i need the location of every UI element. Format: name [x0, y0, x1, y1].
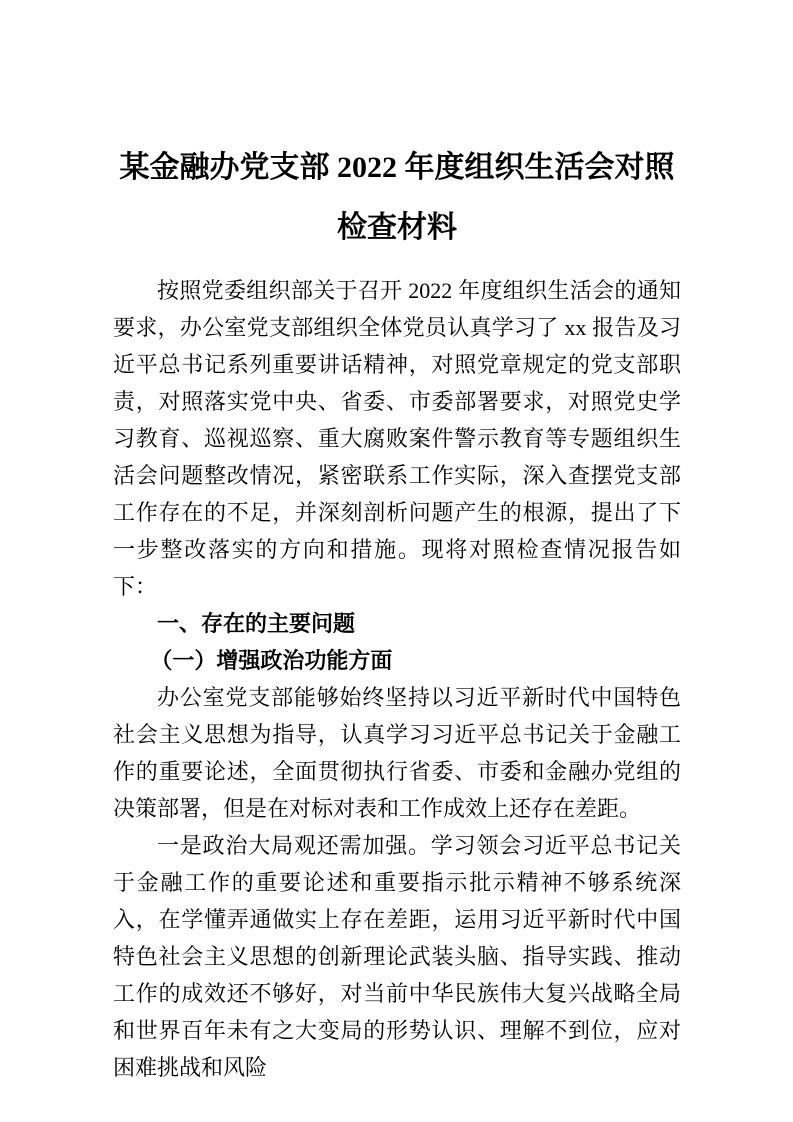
document-title-line2: 检查材料	[337, 211, 457, 244]
document-title	[113, 138, 681, 258]
subsection-heading-political-function: （一）增强政治功能方面	[150, 648, 393, 673]
document-title-line1: 某金融办党支部 2022 年度组织生活会对照	[119, 151, 675, 184]
paragraph-political-function-overview: 办公室党支部能够始终坚持以习近平新时代中国特色社会主义思想为指导，认真学习习近平总书记关于金融工作的重要论述，全面贯彻执行省委、市委和金融办党组的决策部署，但是在对标对表和工作成效上还存在差距。	[113, 685, 681, 821]
paragraph-intro: 按照党委组织部关于召开 2022 年度组织生活会的通知要求，办公室党支部组织全体党员认真学习了 xx 报告及习近平总书记系列重要讲话精神，对照党章规定的党支部职责，对照落实党中央、省委、市委部署要求，对照党史学习教育、巡视巡察、重大腐败案件警示教育等专题组织生活会问题整改情况，紧密联系工作实际，深入查摆党支部工作存在的不足，并深刻剖析问题产生的根源，提出了下一步整改落实的方向和措施。现将对照检查情况报告如下：	[113, 278, 681, 599]
paragraph-first-issue: 一是政治大局观还需加强。学习领会习近平总书记关于金融工作的重要论述和重要指示批示精神不够系统深入，在学懂弄通做实上存在差距，运用习近平新时代中国特色社会主义思想的创新理论武装头脑、指导实践、推动工作的成效还不够好，对当前中华民族伟大复兴战略全局和世界百年未有之大变局的形势认识、理解不到位，应对困难挑战和风险	[113, 833, 681, 1080]
section-heading-main-problems: 一、存在的主要问题	[157, 611, 356, 636]
